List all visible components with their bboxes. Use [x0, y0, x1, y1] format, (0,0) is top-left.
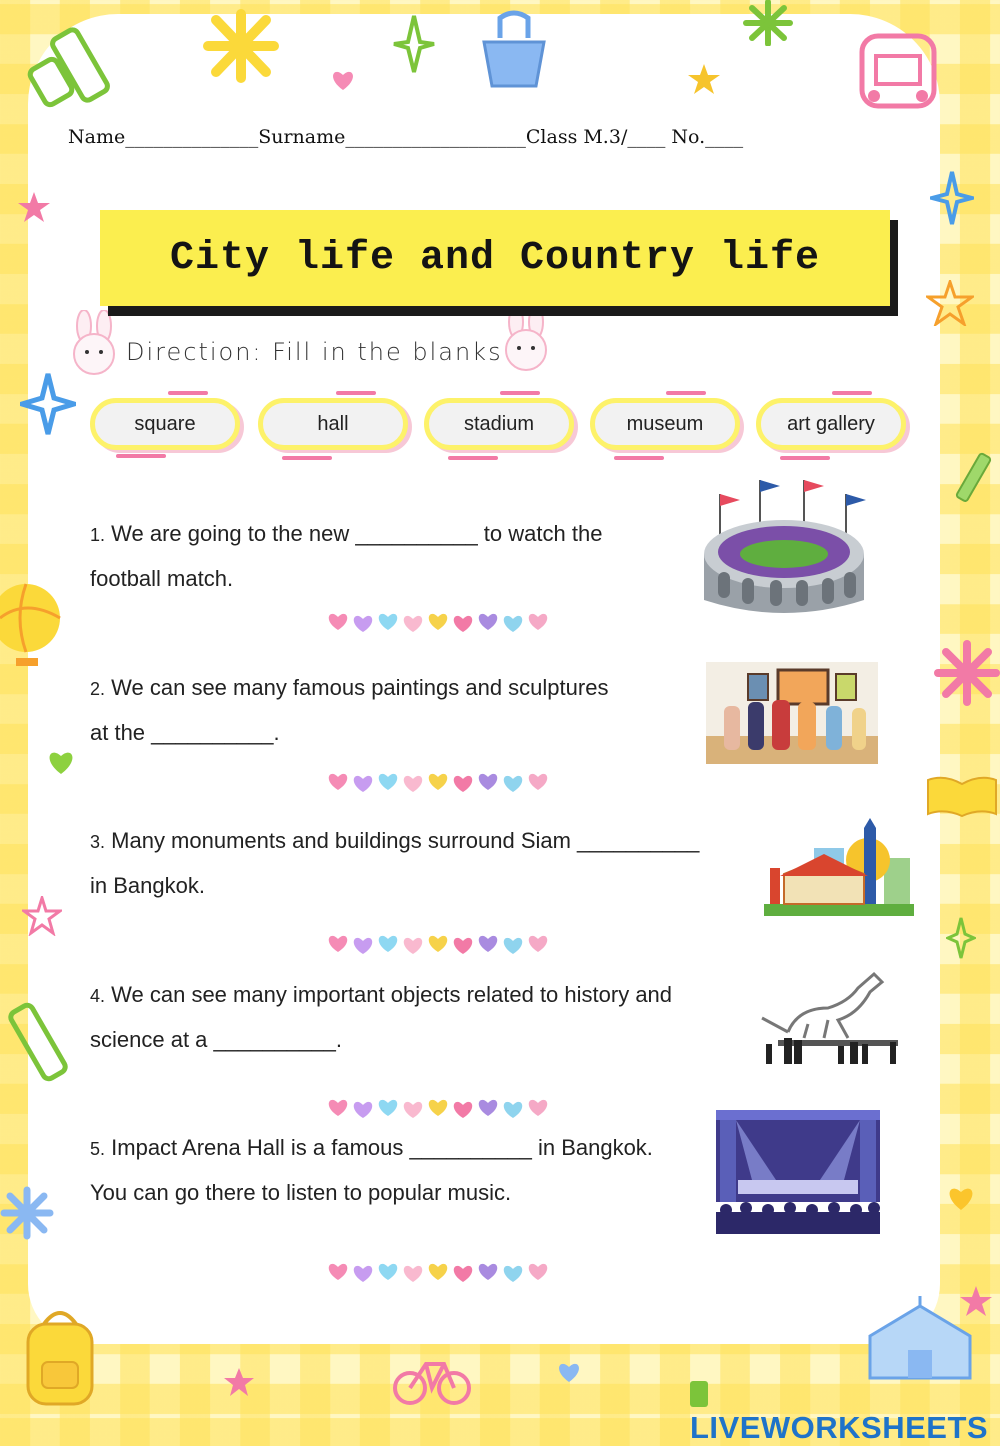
heart-divider [324, 932, 554, 956]
word-hall[interactable]: hall [258, 398, 408, 450]
heart-divider [324, 610, 554, 634]
heart-icon [454, 938, 472, 954]
heart-divider [324, 1096, 554, 1120]
heart-icon [329, 1100, 347, 1116]
school-icon [860, 1296, 980, 1380]
heart-icon [429, 1100, 447, 1116]
heart-icon [529, 936, 547, 952]
heart-icon [529, 1100, 547, 1116]
question-2-line2: at the __________. [90, 720, 280, 745]
heart-divider [324, 1260, 554, 1284]
question-2-line1: We can see many famous paintings and sculptures [111, 675, 609, 700]
liveworksheets-logo: LIVEWORKSHEETS [690, 1374, 1000, 1446]
heart-icon [479, 1100, 497, 1116]
bicycle-icon [392, 1348, 472, 1408]
heart-icon [429, 936, 447, 952]
star-icon [222, 1366, 256, 1398]
bunny-icon [66, 310, 122, 376]
heart-icon [330, 68, 356, 92]
question-3-line2: in Bangkok. [90, 873, 205, 898]
star-icon [22, 896, 62, 936]
question-3[interactable]: 3. Many monuments and buildings surround Siam __________ in Bangkok. [90, 819, 790, 908]
heart-icon [454, 1102, 472, 1118]
sparkle-icon [930, 170, 974, 226]
heart-icon [354, 938, 372, 954]
heart-icon [329, 614, 347, 630]
heart-icon [429, 614, 447, 630]
binder-clip-icon [476, 8, 552, 88]
bus-icon [852, 16, 948, 120]
heart-icon [479, 1264, 497, 1280]
question-4-line2: science at a __________. [90, 1027, 342, 1052]
question-4-line1: We can see many important objects related to history and [111, 982, 673, 1007]
pencil-icon [952, 450, 992, 510]
heart-icon [379, 1100, 397, 1116]
heart-divider [324, 770, 554, 794]
heart-icon [454, 616, 472, 632]
heart-icon [404, 1102, 422, 1118]
star-icon [926, 280, 974, 326]
heart-icon [479, 936, 497, 952]
word-stadium[interactable]: stadium [424, 398, 574, 450]
heart-icon [354, 1266, 372, 1282]
heart-icon [479, 614, 497, 630]
question-4[interactable]: 4. We can see many important objects related to history and science at a __________. [90, 973, 790, 1062]
word-art-gallery[interactable]: art gallery [756, 398, 906, 450]
heart-icon [529, 774, 547, 790]
heart-icon [379, 614, 397, 630]
star-burst-icon [740, 0, 796, 46]
heart-icon [379, 936, 397, 952]
heart-icon [329, 1264, 347, 1280]
heart-icon [429, 774, 447, 790]
heart-icon [404, 616, 422, 632]
heart-icon [404, 1266, 422, 1282]
star-burst-icon [934, 640, 1000, 706]
question-1[interactable]: 1. We are going to the new __________ to watch the football match. [90, 512, 690, 601]
sparkle-icon [20, 372, 76, 436]
heart-icon [504, 938, 522, 954]
heart-icon [329, 774, 347, 790]
direction-text: Direction: Fill in the blanks [126, 338, 503, 366]
stadium-illustration [700, 474, 870, 620]
temple-illustration [764, 818, 914, 916]
heart-icon [946, 1184, 976, 1212]
heart-icon [529, 1264, 547, 1280]
star-icon [686, 62, 722, 96]
question-1-line1: We are going to the new __________ to watch the [111, 521, 603, 546]
heart-icon [354, 776, 372, 792]
page-title: City life and Country life [169, 235, 821, 281]
heart-icon [479, 774, 497, 790]
logo-icon [690, 1381, 708, 1407]
question-3-line1: Many monuments and buildings surround Siam __________ [111, 828, 700, 853]
book-icon [924, 770, 1000, 820]
sparkle-icon [392, 14, 436, 74]
heart-icon [379, 1264, 397, 1280]
dinosaur-museum-illustration [758, 968, 908, 1066]
star-burst-icon [0, 1186, 54, 1240]
heart-icon [329, 936, 347, 952]
heart-icon [504, 616, 522, 632]
heart-icon [404, 938, 422, 954]
art-gallery-illustration [706, 662, 878, 764]
heart-icon [529, 614, 547, 630]
heart-icon [354, 1102, 372, 1118]
globe-icon [0, 578, 66, 678]
title-banner [100, 210, 890, 306]
question-5-line2: You can go there to listen to popular music. [90, 1180, 512, 1205]
heart-icon [556, 1360, 582, 1384]
bunny-icon [498, 306, 554, 376]
question-5[interactable]: 5. Impact Arena Hall is a famous __________ in Bangkok. You can go there to listen to popular music. [90, 1126, 790, 1215]
question-1-line2: football match. [90, 566, 234, 591]
heart-icon [379, 774, 397, 790]
heart-icon [429, 1264, 447, 1280]
word-square[interactable]: square [90, 398, 240, 450]
glue-tube-icon [26, 20, 122, 120]
question-5-line1: Impact Arena Hall is a famous __________ in Bangkok. [111, 1135, 653, 1160]
backpack-icon [20, 1300, 100, 1408]
star-icon [16, 190, 52, 224]
heart-icon [504, 1266, 522, 1282]
heart-icon [46, 748, 76, 776]
heart-icon [454, 1266, 472, 1282]
heart-icon [354, 616, 372, 632]
question-2[interactable]: 2. We can see many famous paintings and sculptures at the __________. [90, 666, 690, 755]
concert-hall-illustration [716, 1110, 880, 1234]
star-burst-icon [196, 6, 286, 86]
heart-icon [504, 776, 522, 792]
heart-icon [454, 776, 472, 792]
word-museum[interactable]: museum [590, 398, 740, 450]
heart-icon [404, 776, 422, 792]
student-info-line[interactable]: Name______________Surname___________________Class M.3/____ No.____ [68, 126, 744, 148]
glue-stick-icon [2, 1000, 72, 1090]
sparkle-icon [946, 916, 976, 960]
heart-icon [504, 1102, 522, 1118]
